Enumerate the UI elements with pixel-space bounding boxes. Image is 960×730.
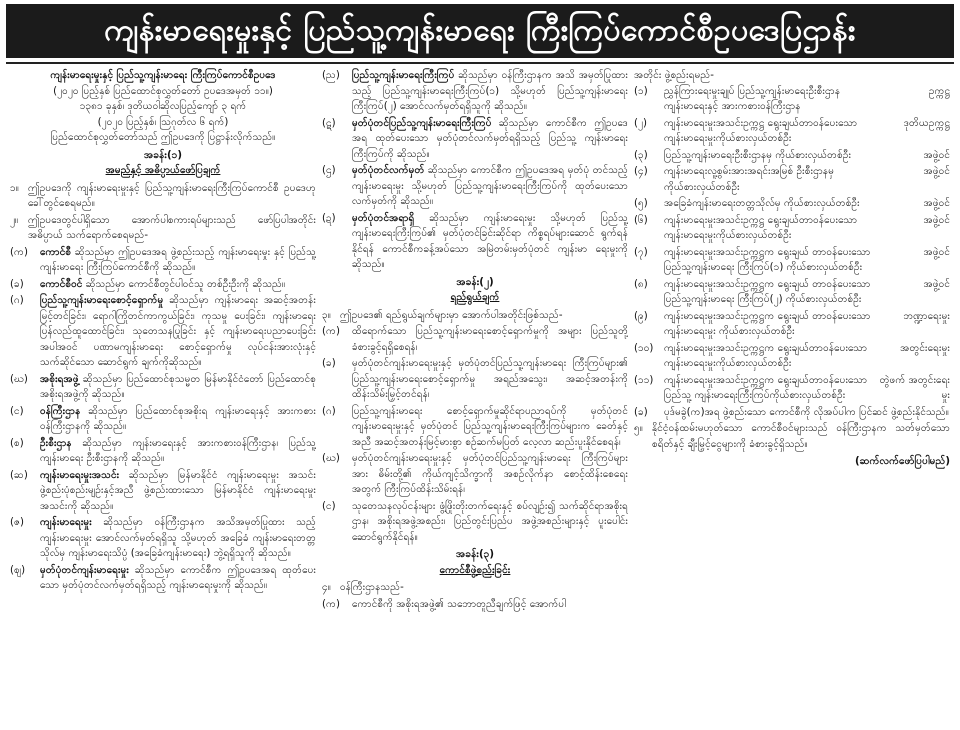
member-role: အဖွဲ့ဝင် [923, 198, 950, 209]
defined-term: ဦးစီးဌာန [40, 437, 72, 449]
to-be-continued: (ဆက်လက်ဖော်ပြပါမည်) [855, 456, 950, 467]
council-intro: အတိုင်း ဖွဲ့စည်းရမည်- [634, 70, 714, 81]
definition-item [10, 293, 316, 371]
law-name: ကျန်းမာရေးမှုးနှင့် ပြည်သူ့ကျန်းမာရေး ကြီးကြပ်ကောင်စီဥပဒေ [50, 70, 276, 81]
chapter-3-number: အခန်း(၃) [456, 549, 494, 560]
chapter-3-title: ကောင်စီဖွဲ့စည်းခြင်း [439, 564, 511, 576]
section-text: ဝန်ကြီးဌာနသည်- [340, 582, 404, 593]
law-header [10, 68, 316, 84]
section-number: ၂။ [10, 214, 19, 226]
objective-text: မှတ်ပုံတင်ကျန်းမာရေးမှုးနှင့် မှတ်ပုံတင်ပြည်သူ့ကျန်းမာရေး ကြီးကြပ်များအား ဓိမ်းတို့၏ ကိုယ်ကျင့်သိက္ခာကို အစဉ်လိုက်နာ စောင့်ထိန်းစေရေးအတွက် ကြီးကြပ်ထိန်းသိမ်းရန်၊ [352, 453, 628, 495]
objective-text: ထိရောက်သော ပြည်သူ့ကျန်းမာရေးစောင့်ရှောက်မှုကို အများ ပြည်သူတို့ ခံစားခွင့်ရရှိစေရန်၊ [352, 326, 628, 353]
council-member-row [634, 148, 950, 164]
definition-item [10, 515, 316, 562]
item-number: (ခ) [634, 406, 648, 418]
defined-term: ကျန်းမာရေးမှုး [40, 517, 92, 528]
subsection-text: ပုဒ်မခွဲ(က)အရ ဖွဲ့စည်းသော ကောင်စီကို လိုအပ်ပါက ပြင်ဆင် ဖွဲ့စည်းနိုင်သည်။ [664, 406, 949, 418]
member-description: ကျန်းမာရေးမှုးအသင်းဥက္ကဋ္ဌ ရွေးချယ်တာဝန်ပေးသော ကျန်းမာရေးမှုးကိုယ်စားလှယ်တစ်ဦး [664, 214, 858, 241]
objective-item [322, 324, 628, 355]
chapter-2-number: အခန်း(၂) [456, 276, 494, 288]
objective-item [322, 451, 628, 498]
definition-item [10, 372, 316, 403]
member-role: အဖွဲ့ဝင် [923, 246, 950, 258]
definition-text: ဆိုသည်မှာ မြန်မာနိုင်ငံ ကျန်းမာရေးမှုး အသင်း ဖွဲ့စည်းပုံစည်းမျဉ်းနှင့်အညီ ဖွဲ့စည်းထားသော မြန်မာနိုင်ငံ ကျန်းမာရေးမှုးအသင်းကို ဆိုသည်။ [40, 469, 316, 512]
section-text: ဤဥပဒေ၏ ရည်ရွယ်ချက်များမှာ အောက်ပါအတိုင်းဖြစ်သည်- [340, 309, 563, 321]
chapter-1-title: အမည်နှင့် အဓိပ္ပာယ်ဖော်ပြချက် [105, 165, 221, 176]
objective-text: သုတေသနလုပ်ငန်းများ ဖွံ့ဖြိုးတိုးတက်ရေးနှင့် စပ်လျဉ်း၍ သက်ဆိုင်ရာအစိုးရဌာန၊ အစိုးရအဖွဲ့အစည်း၊ ပြည်တွင်းပြည်ပ အဖွဲ့အစည်းများနှင့် ပူးပေါင်းဆောင်ရွက်နိုင်ရန်။ [352, 500, 628, 543]
chapter-2-title: ရည်ရွယ်ချက် [450, 292, 500, 303]
objective-text: မှတ်ပုံတင်ကျန်းမာရေးမှုးနှင့် မှတ်ပုံတင်ပြည်သူ့ကျန်းမာရေး ကြီးကြပ်များ၏ ပြည်သူ့ကျန်းမာရေးစောင့်ရှောက်မှု အရည်အသွေး၊ အဆင့်အတန်းကို ထိန်းသိမ်းမြှင့်တင်ရန်၊ [352, 358, 628, 400]
definition-text: ဆိုသည်မှာ ကျန်းမာရေးမှုး သို့မဟုတ် ပြည်သူ့ ကျန်းမာရေးကြီးကြပ်၏ မှတ်ပုံတင်ခြင်းဆိုင်ရာ ကိစ္စရပ်များဆောင် ရွက်ရန်နိုင်ရန် ကောင်စီကခန့်အပ်သော အမြဲတမ်းမှတ်ပုံတင် ကျန်းမာ ရေးမှုးကို ဆိုသည်။ [352, 212, 628, 270]
section-3 [322, 308, 628, 324]
definition-item [10, 245, 316, 276]
objective-item [322, 499, 628, 546]
council-member-row [634, 84, 950, 115]
council-member-row [634, 309, 950, 340]
section-4 [322, 580, 628, 596]
definition-text: ဆိုသည်မှာ ကောင်စီက ဤဥပဒေအရ မှတ်ပုံ တင်သည့် ကျန်းမာရေးမှုး သို့မဟုတ် ပြည်သူ့ကျန်းမာရေးကြီးကြပ်ကို ထုတ်ပေးသော လက်မှတ်ကို ဆိုသည်။ [352, 165, 628, 207]
definition-item [10, 436, 316, 467]
section-1 [10, 181, 316, 212]
member-description: ကျန်းမာရေးမှုးအသင်းဥက္ကဋ္ဌက ရွေးချယ်တာဝန်ပေးသော ပြည်သူ့ ကျန်းမာရေးကြီးကြပ်ကိုယ်စားလှယ်တစ်ဦး [664, 374, 868, 401]
defined-term: ဝန်ကြီးဌာန [40, 405, 81, 417]
definition-text: ဆိုသည်မှာ ဤဥပဒေအရ ဖွဲ့စည်းသည့် ကျန်းမာရေးမှုး နှင့် ပြည်သူ့ကျန်းမာရေး ကြီးကြပ်ကောင်စီကို ဆိုသည်။ [40, 246, 316, 273]
definition-text: ဆိုသည်မှာ ဝန်ကြီးဌာနက အသိအမှတ်ပြုထား သည့် ကျန်းမာရေးမှုး အောင်လက်မှတ်ရရှိသူ သို့မဟုတ် အခြေခံ ကျန်းမာရေးတတ္တသိုလ်မှ ကျန်းမာရေးသိပ္ပံ (အခြေခံကျန်းမာရေး) ဘွဲ့ရရှိသူကို ဆိုသည်။ [40, 517, 316, 559]
item-number: (၉) [634, 310, 648, 322]
item-number: (ဈ) [10, 564, 26, 576]
item-number: (ဋ) [322, 117, 336, 129]
subsection-text: ကောင်စီကို အစိုးရအဖွဲ့၏ သဘောတူညီချက်ဖြင့် အောက်ပါ [352, 598, 566, 610]
member-role: တွဲဖက် အတွင်းရေးမှုး [879, 374, 950, 401]
member-description: ကျန်းမာရေးမှုးအသင်းဥက္ကဋ္ဌက ရွေးချယ် တာဝန်ပေးသော ပြည်သူ့ကျန်းမာရေး ကြီးကြပ်(၂) ကိုယ်စားလှယ်တစ်ဦး [664, 278, 871, 305]
section-2 [10, 213, 316, 244]
item-number: (၁၀) [634, 342, 654, 354]
chapter-1-number: အခန်း(၁) [144, 149, 182, 161]
definition-item [10, 277, 316, 293]
member-description: ကျန်းမာရေးလူ့စွမ်းအားအရင်းအမြစ် ဦးစီးဌာနမှ ကိုယ်စားလှယ်တစ်ဦး [664, 166, 835, 193]
objective-item [322, 356, 628, 403]
definition-item [10, 563, 316, 594]
member-role: ဥက္ကဋ္ဌ [928, 85, 950, 97]
item-number: (၆) [634, 214, 648, 226]
objective-text: ပြည်သူ့ကျန်းမာရေး စောင့်ရှောက်မှုဆိုင်ရာပညာရပ်ကို မှတ်ပုံတင် ကျန်းမာရေးမှုးနှင့် မှတ်ပုံတင် ပြည်သူ့ကျန်းမာရေးကြီးကြပ်များက ခေတ်နှင့်အညီ အဆင့်အတန်းမြင့်မားစွာ စဉ်ဆက်မပြတ် လေ့လာ ဆည်းပူးနိုင်စေရန်၊ [352, 405, 628, 448]
item-number: (ဌ) [322, 165, 336, 176]
enactment-clause: ပြည်ထောင်စုလွှတ်တော်သည် ဤဥပဒေကို ပြဋ္ဌာန်းလိုက်သည်။ [50, 132, 276, 143]
council-member-row [634, 373, 950, 404]
definition-text: ဆိုသည်မှာ ကောင်စီက ဤဥပဒေအရ ထုတ်ပေးသော မှတ်ပုံတင်လက်မှတ်ရရှိသည့် ကျန်းမာရေးမှုးကို ဆိုသည်။ [40, 564, 316, 591]
section-number: ၁။ [10, 182, 19, 194]
definition-list [10, 245, 316, 594]
item-number: (၂) [634, 117, 647, 129]
defined-term: မှတ်ပုံတင်ပြည်သူ့ကျန်းမာရေးကြီးကြပ် [352, 117, 492, 129]
item-number: (၄) [634, 166, 648, 177]
member-role: ဒုတိယဥက္ကဋ္ဌ [903, 117, 950, 129]
defined-term: ပြည်သူ့ကျန်းမာရေးစောင့်ရှောက်မှု [40, 295, 164, 306]
column-1 [10, 68, 316, 724]
council-member-row [634, 245, 950, 276]
item-number: (၈) [634, 278, 648, 290]
council-member-list [634, 84, 950, 404]
definition-item [322, 116, 628, 163]
council-member-row [634, 196, 950, 212]
definition-list-continued [322, 68, 628, 273]
member-description: ကျန်းမာရေးမှုးအသင်းဥက္ကဋ္ဌက ရွေးချယ်တာဝန်ပေးသော ကျန်းမာရေးမှုးကိုယ်စားလှယ်တစ်ဦး [664, 342, 868, 369]
definition-text: ဆိုသည်မှာ ကောင်စီက ဤဥပဒေအရ ထုတ်ပေးသော မှတ်ပုံတင်လက်မှတ်ရရှိသည့် ပြည်သူ့ ကျန်းမာရေးကြီးကြပ်ကို ဆိုသည်။ [352, 117, 628, 160]
item-number: (ဃ) [10, 373, 28, 385]
section-number: ၅။ [634, 423, 643, 434]
item-number: (ည) [322, 70, 340, 81]
member-role: ဘဏ္ဍာရေးမှုး [903, 310, 950, 322]
member-role: အဖွဲ့ဝင် [923, 166, 950, 177]
defined-term: အစိုးရအဖွဲ့ [40, 373, 79, 385]
item-number: (၅) [634, 198, 648, 209]
item-number: (ဆ) [10, 469, 28, 481]
definition-item [10, 468, 316, 515]
item-number: (၇) [634, 246, 648, 258]
law-number: (၂၀၂၀ ပြည့်နှစ် ပြည်ထောင်စုလွှတ်တော် ဥပဒေအမှတ် ၁၁။) [53, 85, 273, 97]
subsection-4a [322, 597, 628, 613]
member-description: ကျန်းမာရေးမှုးအသင်းဥက္ကဋ္ဌက ရွေးချယ် တာဝန်ပေးသော ပြည်သူ့ကျန်းမာရေး ကြီးကြပ်(၁) ကိုယ်စားလှယ်တစ်ဦး [664, 246, 871, 273]
definition-text: ဆိုသည်မှာ ကျန်းမာရေးနှင့် အားကစားဝန်ကြီးဌာန၊ ပြည်သူ့ကျန်းမာရေး ဦးစီးဌာနကို ဆိုသည်။ [40, 437, 316, 464]
definition-text: ဆိုသည်မှာ ကောင်စီတွင်ပါဝင်သူ တစ်ဦးဦးကို ဆိုသည်။ [82, 278, 286, 290]
item-number: (၁) [634, 85, 648, 97]
item-number: (ဍ) [322, 212, 336, 224]
item-number: (စ) [10, 437, 24, 449]
section-number: ၃။ [322, 309, 331, 321]
objective-list [322, 324, 628, 545]
council-member-row [634, 213, 950, 244]
section-number: ၄။ [322, 582, 331, 593]
council-member-row [634, 277, 950, 308]
defined-term: မှတ်ပုံတင်ကျန်းမာရေးမှုး [40, 564, 129, 576]
section-5 [634, 421, 950, 452]
member-role: အဖွဲ့ဝင် [923, 278, 950, 290]
columns [6, 62, 954, 728]
definition-text: ဆိုသည်မှာ ပြည်ထောင်စုအစိုးရ ကျန်းမာရေးနှင့် အားကစားဝန်ကြီးဌာနကို ဆိုသည်။ [40, 405, 316, 432]
law-date-myanmar: ၁၃၈၁ ခုနှစ်၊ ဒုတိယဝါဆိုလပြည့်ကျော် ၃ ရက် [79, 101, 247, 112]
definition-item [322, 211, 628, 273]
definition-item [322, 68, 628, 115]
item-number: (င) [322, 500, 336, 512]
item-number: (ဂ) [322, 405, 336, 417]
item-number: (၁၁) [634, 374, 654, 386]
member-description: ပြည်သူ့ကျန်းမာရေးဦးစီးဌာနမှ ကိုယ်စားလှယ်တစ်ဦး [664, 149, 852, 161]
defined-term: မှတ်ပုံတင်လက်မှတ် [352, 165, 425, 176]
defined-term: ကောင်စီဝင် [40, 278, 83, 290]
defined-term: ကောင်စီ [40, 246, 72, 258]
section-text: ဤဥပဒေတွင်ပါရှိသော အောက်ပါစကားရပ်များသည် ဖော်ပြပါအတိုင်း အဓိပ္ပာယ် သက်ရောက်စေရမည်- [28, 214, 316, 241]
council-member-row [634, 341, 950, 372]
item-number: (က) [322, 598, 340, 610]
member-description: အခြေခံကျန်းမာရေးတတ္တသိုလ်မှ ကိုယ်စားလှယ်တစ်ဦး [664, 198, 860, 209]
definition-text: ဆိုသည်မှာ ပြည်ထောင်စုသမ္မတ မြန်မာနိုင်ငံတော် ပြည်ထောင်စုအစိုးရအဖွဲ့ကို ဆိုသည်။ [40, 373, 316, 400]
section-text: နိုင်ငံ့ဝန်ထမ်းမဟုတ်သော ကောင်စီဝင်များသည် ဝန်ကြီးဌာနက သတ်မှတ်သော စရိတ်နှင့် ချီးမြှင့်ငွေများကို ခံစားခွင့်ရှိသည်။ [652, 423, 950, 450]
column-2 [322, 68, 628, 724]
member-description: ညွှန်ကြားရေးမှုးချုပ် ပြည်သူ့ကျန်းမာရေးဦးစီးဌာန ကျန်းမာရေးနှင့် အားကစားဝန်ကြီးဌာန [664, 85, 841, 112]
definition-item [10, 404, 316, 435]
item-number: (ဂ) [10, 295, 24, 306]
page-title: ကျန်းမာရေးမှုးနှင့် ပြည်သူ့ကျန်းမာရေး ကြီးကြပ်ကောင်စီဥပဒေပြဌာန်း [6, 4, 954, 58]
item-number: (ခ) [10, 278, 24, 290]
member-role: အတွင်းရေးမှုး [900, 342, 950, 354]
member-role: အဖွဲ့ဝင် [923, 149, 950, 161]
section-text: ဤဥပဒေကို ကျန်းမာရေးမှုးနှင့် ပြည်သူ့ကျန်းမာရေးကြီးကြပ်ကောင်စီ ဥပဒေဟု ခေါ်တွင်စေရမည်။ [28, 182, 316, 209]
definition-text: ဆိုသည်မှာ ကျန်းမာရေး အဆင့်အတန်းမြင့်တင်ခြင်း၊ ရောဂါကြိုတင်ကာကွယ်ခြင်း၊ ကုသမှု ပေးခြင်း၊ ကျန်းမာရေး ပြန်လည်ထူထောင်ခြင်း၊ သုတေသနပြုခြင်း နှင့် ကျန်းမာရေးပညာပေးခြင်းအပါအဝင် ပဏာမကျန်းမာရေး စောင့်ရှောက်မှု လုပ်ငန်းအားလုံးနှင့် သက်ဆိုင်သော ဆောင်ရွက် ချက်ကိုဆိုသည်။ [40, 295, 316, 368]
member-role: အဖွဲ့ဝင် [923, 214, 950, 226]
council-member-row [634, 116, 950, 147]
item-number: (ဇ) [10, 517, 25, 528]
item-number: (က) [10, 246, 28, 258]
item-number: (က) [322, 326, 340, 337]
member-description: ကျန်းမာရေးမှုးအသင်းဥက္ကဋ္ဌက ရွေးချယ် တာဝန်ပေးသော ကျန်းမာရေးမှုး ကိုယ်စားလှယ်တစ်ဦး [664, 310, 871, 337]
item-number: (င) [10, 405, 24, 417]
council-member-row [634, 164, 950, 195]
objective-item [322, 404, 628, 451]
item-number: (၃) [634, 149, 648, 161]
defined-term: ကျန်းမာရေးမှုးအသင်း [40, 469, 120, 481]
subsection-4b [634, 405, 950, 421]
item-number: (ဃ) [322, 453, 340, 464]
item-number: (ခ) [322, 358, 336, 369]
defined-term: မှတ်ပုံတင်အရာရှိ [352, 212, 415, 224]
column-3 [634, 68, 950, 724]
defined-term: ပြည်သူ့ကျန်းမာရေးကြီးကြပ် [352, 70, 455, 81]
definition-text: ဆိုသည်မှာ ဝန်ကြီးဌာနက အသိ အမှတ်ပြုထားသည့် ပြည်သူ့ကျန်းမာရေးကြီးကြပ်(၁) သို့မဟုတ် ပြည်သူ့ကျန်းမာရေးကြီးကြပ်(၂) အောင်လက်မှတ်ရရှိသူကို ဆိုသည်။ [352, 70, 628, 112]
law-date-gregorian: (၂၀၂၀ ပြည့်နှစ်၊ ဩဂုတ်လ ၆ ရက်) [97, 116, 229, 128]
member-description: ကျန်းမာရေးမှုးအသင်းဥက္ကဋ္ဌ ရွေးချယ်တာဝန်ပေးသော ကျန်းမာရေးမှုးကိုယ်စားလှယ်တစ်ဦး [664, 117, 858, 144]
definition-item [322, 163, 628, 210]
